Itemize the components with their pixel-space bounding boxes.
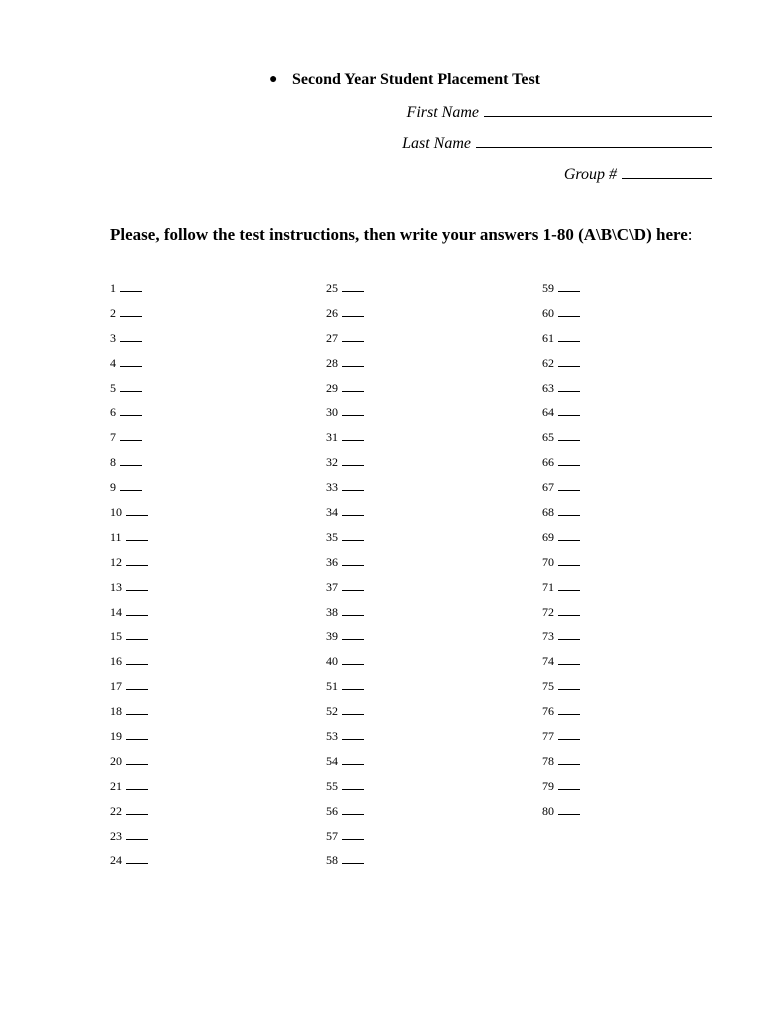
answer-item (110, 479, 148, 504)
answer-number: 80 (542, 803, 554, 818)
answer-item (542, 380, 580, 405)
answer-number: 66 (542, 455, 554, 470)
answer-number: 5 (110, 380, 116, 395)
answer-item (542, 404, 580, 429)
document-title: Second Year Student Placement Test (292, 71, 540, 88)
answer-blank[interactable] (342, 679, 364, 690)
answer-blank[interactable] (342, 480, 364, 491)
answer-item (110, 330, 148, 355)
answer-number: 53 (326, 729, 338, 744)
answer-number: 61 (542, 330, 554, 345)
answer-blank[interactable] (342, 505, 364, 516)
answer-blank[interactable] (558, 654, 580, 665)
answer-number: 35 (326, 529, 338, 544)
answer-blank[interactable] (558, 605, 580, 616)
answer-item (326, 554, 364, 579)
answer-item (542, 803, 580, 828)
answer-number: 21 (110, 778, 122, 793)
answer-item (110, 305, 148, 330)
answer-blank[interactable] (342, 729, 364, 740)
answer-blank[interactable] (558, 629, 580, 640)
group-field[interactable] (564, 164, 712, 185)
answer-item (542, 628, 580, 653)
answer-number: 31 (326, 430, 338, 445)
answer-number: 57 (326, 828, 338, 843)
answer-item (110, 380, 148, 405)
answer-number: 6 (110, 405, 116, 420)
answer-item (542, 454, 580, 479)
answer-item (542, 355, 580, 380)
answer-item (110, 653, 148, 678)
answer-blank[interactable] (342, 281, 364, 292)
answer-number: 16 (110, 654, 122, 669)
answer-item (110, 554, 148, 579)
answer-item (110, 778, 148, 803)
answer-blank[interactable] (126, 679, 148, 690)
answer-blank[interactable] (342, 580, 364, 591)
answer-number: 29 (326, 380, 338, 395)
answer-item (542, 728, 580, 753)
answer-blank[interactable] (120, 306, 142, 317)
answer-item (542, 604, 580, 629)
answer-blank[interactable] (342, 629, 364, 640)
answer-blank[interactable] (126, 729, 148, 740)
answer-item (542, 429, 580, 454)
answer-number: 8 (110, 455, 116, 470)
answer-item (542, 305, 580, 330)
answer-item (326, 504, 364, 529)
bullet-icon: ● (269, 72, 278, 87)
answer-number: 37 (326, 579, 338, 594)
answer-item (326, 678, 364, 703)
answer-blank[interactable] (558, 281, 580, 292)
answer-item (110, 678, 148, 703)
answer-item (542, 280, 580, 305)
answer-number: 65 (542, 430, 554, 445)
answer-item (110, 828, 148, 853)
answer-number: 38 (326, 604, 338, 619)
answer-blank[interactable] (120, 356, 142, 367)
answer-number: 73 (542, 629, 554, 644)
answer-blank[interactable] (558, 381, 580, 392)
answer-blank[interactable] (342, 455, 364, 466)
answer-number: 70 (542, 554, 554, 569)
answer-number: 78 (542, 753, 554, 768)
answer-number: 4 (110, 355, 116, 370)
answer-blank[interactable] (558, 331, 580, 342)
answer-blank[interactable] (558, 704, 580, 715)
answer-blank[interactable] (558, 729, 580, 740)
answer-blank[interactable] (342, 704, 364, 715)
answer-number: 71 (542, 579, 554, 594)
answer-blank[interactable] (558, 505, 580, 516)
answer-blank[interactable] (558, 530, 580, 541)
answer-number: 32 (326, 455, 338, 470)
answer-item (326, 355, 364, 380)
answer-item (326, 778, 364, 803)
answer-item (110, 529, 148, 554)
answer-number: 18 (110, 704, 122, 719)
answer-number: 25 (326, 281, 338, 295)
first-name-blank[interactable] (484, 102, 712, 117)
answer-number: 10 (110, 505, 122, 520)
answer-item (110, 454, 148, 479)
answer-item (542, 529, 580, 554)
answer-item (326, 305, 364, 330)
answer-number: 59 (542, 281, 554, 295)
answer-blank[interactable] (342, 555, 364, 566)
answer-blank[interactable] (342, 381, 364, 392)
answer-blank[interactable] (558, 356, 580, 367)
answer-number: 28 (326, 355, 338, 370)
answer-blank[interactable] (342, 530, 364, 541)
answer-item (326, 579, 364, 604)
answer-item (110, 728, 148, 753)
answer-item (110, 753, 148, 778)
answer-blank[interactable] (120, 480, 142, 491)
last-name-field[interactable] (402, 133, 712, 154)
answer-blank[interactable] (342, 829, 364, 840)
group-blank[interactable] (622, 164, 712, 179)
answer-number: 64 (542, 405, 554, 420)
answer-blank[interactable] (558, 679, 580, 690)
answer-number: 68 (542, 505, 554, 520)
answer-number: 39 (326, 629, 338, 644)
answer-number: 58 (326, 853, 338, 868)
answer-blank[interactable] (342, 804, 364, 815)
answer-number: 75 (542, 679, 554, 694)
answer-number: 55 (326, 778, 338, 793)
answer-blank[interactable] (342, 654, 364, 665)
answer-number: 74 (542, 654, 554, 669)
answer-number: 69 (542, 529, 554, 544)
instructions-text (110, 225, 693, 245)
answer-blank[interactable] (126, 829, 148, 840)
answer-item (542, 778, 580, 803)
answer-number: 51 (326, 679, 338, 694)
answer-blank[interactable] (558, 555, 580, 566)
answer-blank[interactable] (342, 853, 364, 864)
answer-item (542, 554, 580, 579)
answer-number: 27 (326, 330, 338, 345)
answer-item (110, 429, 148, 454)
instructions-colon: : (687, 225, 693, 244)
answer-number: 34 (326, 505, 338, 520)
first-name-field[interactable] (407, 102, 712, 123)
answer-blank[interactable] (558, 306, 580, 317)
answer-number: 79 (542, 778, 554, 793)
answer-item (110, 628, 148, 653)
answer-blank[interactable] (126, 853, 148, 864)
answer-item (326, 803, 364, 828)
answer-blank[interactable] (120, 281, 142, 292)
answer-column-2 (326, 280, 364, 877)
answer-number: 56 (326, 803, 338, 818)
answer-item (110, 355, 148, 380)
answer-number: 11 (110, 529, 122, 544)
answer-blank[interactable] (126, 654, 148, 665)
answer-number: 17 (110, 679, 122, 694)
answer-blank[interactable] (120, 381, 142, 392)
answer-blank[interactable] (558, 804, 580, 815)
answer-blank[interactable] (126, 605, 148, 616)
answer-column-1 (110, 280, 148, 877)
answer-item (110, 404, 148, 429)
answer-blank[interactable] (126, 754, 148, 765)
answer-item (326, 429, 364, 454)
answer-item (326, 653, 364, 678)
last-name-label: Last Name (402, 135, 471, 152)
answer-item (326, 280, 364, 305)
answer-blank[interactable] (342, 430, 364, 441)
first-name-label: First Name (406, 104, 479, 121)
answer-blank[interactable] (120, 331, 142, 342)
answer-item (542, 703, 580, 728)
answer-blank[interactable] (342, 405, 364, 416)
answer-blank[interactable] (120, 405, 142, 416)
answer-item (110, 803, 148, 828)
answer-blank[interactable] (558, 405, 580, 416)
answer-item (542, 653, 580, 678)
answer-item (542, 479, 580, 504)
answer-item (326, 728, 364, 753)
answer-blank[interactable] (120, 455, 142, 466)
answer-blank[interactable] (342, 754, 364, 765)
answer-blank[interactable] (126, 530, 148, 541)
answer-blank[interactable] (126, 505, 148, 516)
answer-blank[interactable] (558, 779, 580, 790)
answer-number: 67 (542, 480, 554, 495)
answer-number: 13 (110, 579, 122, 594)
answer-number: 36 (326, 554, 338, 569)
answer-item (110, 504, 148, 529)
answer-number: 72 (542, 604, 554, 619)
answer-item (326, 852, 364, 877)
answer-item (542, 678, 580, 703)
answer-item (542, 579, 580, 604)
answer-item (326, 529, 364, 554)
answer-number: 54 (326, 753, 338, 768)
answer-number: 26 (326, 305, 338, 320)
answer-number: 2 (110, 305, 116, 320)
answer-blank[interactable] (558, 580, 580, 591)
answer-number: 19 (110, 729, 122, 744)
answer-blank[interactable] (558, 480, 580, 491)
answer-blank[interactable] (126, 629, 148, 640)
answer-number: 23 (110, 828, 122, 843)
answer-number: 15 (110, 629, 122, 644)
answer-blank[interactable] (558, 754, 580, 765)
answer-number: 52 (326, 704, 338, 719)
answer-number: 77 (542, 729, 554, 744)
answer-item (542, 753, 580, 778)
answer-blank[interactable] (126, 555, 148, 566)
answer-blank[interactable] (342, 605, 364, 616)
answer-number: 20 (110, 753, 122, 768)
answer-item (326, 628, 364, 653)
answer-number: 76 (542, 704, 554, 719)
answer-number: 30 (326, 405, 338, 420)
answer-item (326, 479, 364, 504)
answer-number: 3 (110, 330, 116, 345)
answer-number: 63 (542, 380, 554, 395)
answer-item (542, 504, 580, 529)
answer-item (326, 404, 364, 429)
answer-item (326, 753, 364, 778)
answer-item (110, 579, 148, 604)
last-name-blank[interactable] (476, 133, 712, 148)
answer-number: 1 (110, 281, 116, 295)
answer-blank[interactable] (342, 306, 364, 317)
answer-number: 14 (110, 604, 122, 619)
answer-blank[interactable] (342, 331, 364, 342)
answer-blank[interactable] (342, 779, 364, 790)
answer-number: 33 (326, 480, 338, 495)
answer-item (542, 330, 580, 355)
group-label: Group # (563, 166, 617, 183)
answer-blank[interactable] (126, 779, 148, 790)
answer-item (110, 852, 148, 877)
answer-item (110, 604, 148, 629)
answer-blank[interactable] (120, 430, 142, 441)
answer-item (326, 703, 364, 728)
answer-number: 22 (110, 803, 122, 818)
answer-item (326, 828, 364, 853)
answer-blank[interactable] (558, 455, 580, 466)
answer-blank[interactable] (126, 580, 148, 591)
answer-number: 12 (110, 554, 122, 569)
answer-item (110, 280, 148, 305)
answer-item (326, 330, 364, 355)
answer-number: 9 (110, 480, 116, 495)
answer-blank[interactable] (126, 804, 148, 815)
answer-item (326, 604, 364, 629)
answer-number: 7 (110, 430, 116, 445)
answer-item (110, 703, 148, 728)
answer-number: 24 (110, 853, 122, 868)
answer-item (326, 380, 364, 405)
answer-number: 60 (542, 305, 554, 320)
answer-number: 62 (542, 355, 554, 370)
answer-blank[interactable] (342, 356, 364, 367)
answer-number: 40 (326, 654, 338, 669)
answer-blank[interactable] (126, 704, 148, 715)
answer-blank[interactable] (558, 430, 580, 441)
answer-column-3 (542, 280, 580, 828)
instructions-main: Please, follow the test instructions, then write your answers 1-80 (A\B\C\D) here (110, 225, 688, 244)
answer-item (326, 454, 364, 479)
